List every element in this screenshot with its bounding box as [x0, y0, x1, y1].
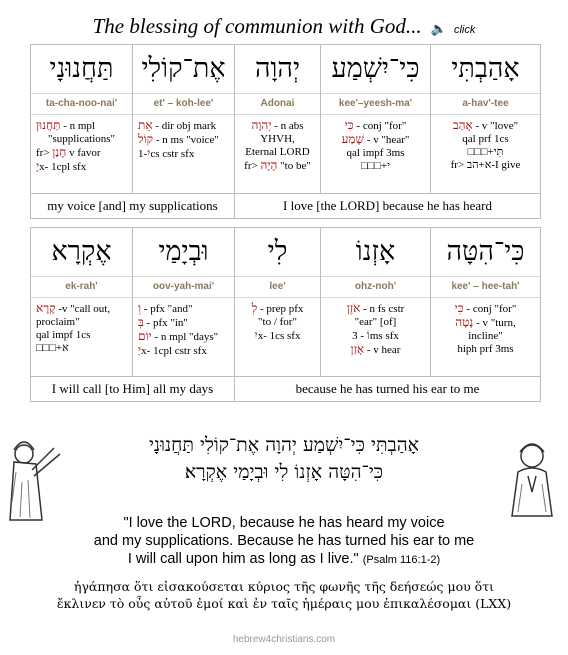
- hebrew-word: כִּי־הִטָּה: [446, 236, 525, 267]
- word-cell: [431, 228, 541, 377]
- hebrew-word: וּבְיָמַי: [158, 236, 209, 267]
- hebrew-word: לִי: [267, 236, 288, 267]
- hebrew-word: תַּחֲנוּנָי: [49, 53, 114, 84]
- transliteration: kee' – hee-tah': [431, 276, 540, 297]
- hebrew-word: כִּי־יִשְׁמַע: [331, 53, 420, 84]
- verse-greek-line: ἠγάπησα ὅτι εἰσακούσεται κύριος τῆς φωνῆς τῆς δεήσεώς μου ὅτι: [73, 579, 495, 594]
- verse-greek: [20, 578, 548, 612]
- hebrew-word: יְהוָה: [254, 53, 301, 84]
- transliteration: Adonai: [235, 93, 320, 114]
- hebrew-word: אָהַבְתִּי: [451, 53, 520, 84]
- verse-english-line: I will call upon him as long as I live.": [127, 551, 359, 567]
- word-table-2: [30, 227, 541, 402]
- grammar-note: אֹזֶן - n fs cstr "ear" [of] וֹ - 3ms sfx אָזַן - v hear: [321, 297, 430, 376]
- word-cell: [321, 228, 431, 377]
- word-table-1: [30, 44, 541, 219]
- transliteration: oov-yah-mai': [133, 276, 234, 297]
- grammar-note: יְהוָה - n abs YHVH, Eternal LORD fr> הָיָה "to be": [235, 114, 320, 193]
- transliteration: ek-rah': [31, 276, 132, 297]
- transliteration: et' – koh-lee': [133, 93, 234, 114]
- translation-left: I will call [to Him] all my days: [31, 377, 235, 402]
- verse-hebrew-line: כִּי־הִטָּה אָזְנוֹ לִי וּבְיָמַי אֶקְרָא׃: [184, 461, 384, 483]
- word-cell: [133, 45, 235, 194]
- page-title: The blessing of communion with God...: [92, 14, 422, 38]
- verse-greek-line: ἔκλινεν τὸ οὖς αὐτοῦ ἐμοί καὶ ἐν ταῖς ἡμέραις μου ἐπικαλέσομαι (LXX): [56, 596, 512, 611]
- word-cell: [31, 45, 133, 194]
- hebrew-word: אֶקְרָא: [51, 236, 112, 267]
- word-cell: [133, 228, 235, 377]
- translation-right: I love [the LORD] because he has heard: [235, 194, 541, 219]
- site-footer: hebrew4christians.com: [232, 634, 336, 645]
- speaker-icon[interactable]: 🔈: [430, 22, 447, 37]
- word-cell: [235, 45, 321, 194]
- transliteration: ohz-noh': [321, 276, 430, 297]
- grammar-note: כִּי - conj "for" שָׁמַע - v "hear" qal impf 3ms □□□+י: [321, 114, 430, 193]
- grammar-note: אָהַב - v "love" qal prf 1cs □□□+תִּי fr> א+הב-I give: [431, 114, 540, 193]
- grammar-note: קָרָא -v "call out, proclaim" qal impf 1cs □□□+א: [31, 297, 132, 376]
- word-cell: [321, 45, 431, 194]
- hebrew-word: אָזְנוֹ: [355, 236, 396, 267]
- grammar-note: תַּחֲנוּן - n mpl "supplications" fr> חָנַן v favor יָx- 1cpl sfx: [31, 114, 132, 193]
- transliteration: kee'–yeesh-ma': [321, 93, 430, 114]
- click-audio-link[interactable]: click: [453, 24, 476, 36]
- praying-figure-right: [498, 432, 564, 518]
- title-bar: [0, 14, 568, 39]
- word-cell: [235, 228, 321, 377]
- grammar-note: אֵת - dir obj mark קוֹל - n ms "voice" יִ-1cs cstr sfx: [133, 114, 234, 193]
- grammar-note: כִּי - conj "for" נָטָה - v "turn, incline" hiph prf 3ms: [431, 297, 540, 376]
- verse-english-line: and my supplications. Because he has turned his ear to me: [93, 533, 475, 549]
- word-cell: [31, 228, 133, 377]
- translation-right: because he has turned his ear to me: [235, 377, 541, 402]
- verse-hebrew-line: אָהַבְתִּי כִּי־יִשְׁמַע יְהוָה אֶת־קוֹלִי תַּחֲנוּנָי: [148, 434, 420, 456]
- praying-figure-left: [2, 432, 70, 522]
- grammar-note: לְ - prep pfx "to / for" יִx- 1cs sfx: [235, 297, 320, 376]
- verse-reference: (Psalm 116:1-2): [362, 554, 441, 566]
- grammar-note: וְ - pfx "and" בְּ - pfx "in" יוֹם - n mpl "days" יַx- 1cpl cstr sfx: [133, 297, 234, 376]
- hebrew-word: אֶת־קוֹלִי: [141, 53, 226, 84]
- transliteration: a-hav'-tee: [431, 93, 540, 114]
- word-cell: [431, 45, 541, 194]
- transliteration: ta-cha-noo-nai': [31, 93, 132, 114]
- verse-english: [20, 514, 548, 569]
- transliteration: lee': [235, 276, 320, 297]
- translation-left: my voice [and] my supplications: [31, 194, 235, 219]
- verse-english-line: "I love the LORD, because he has heard my voice: [123, 515, 445, 531]
- verse-hebrew: [105, 432, 463, 486]
